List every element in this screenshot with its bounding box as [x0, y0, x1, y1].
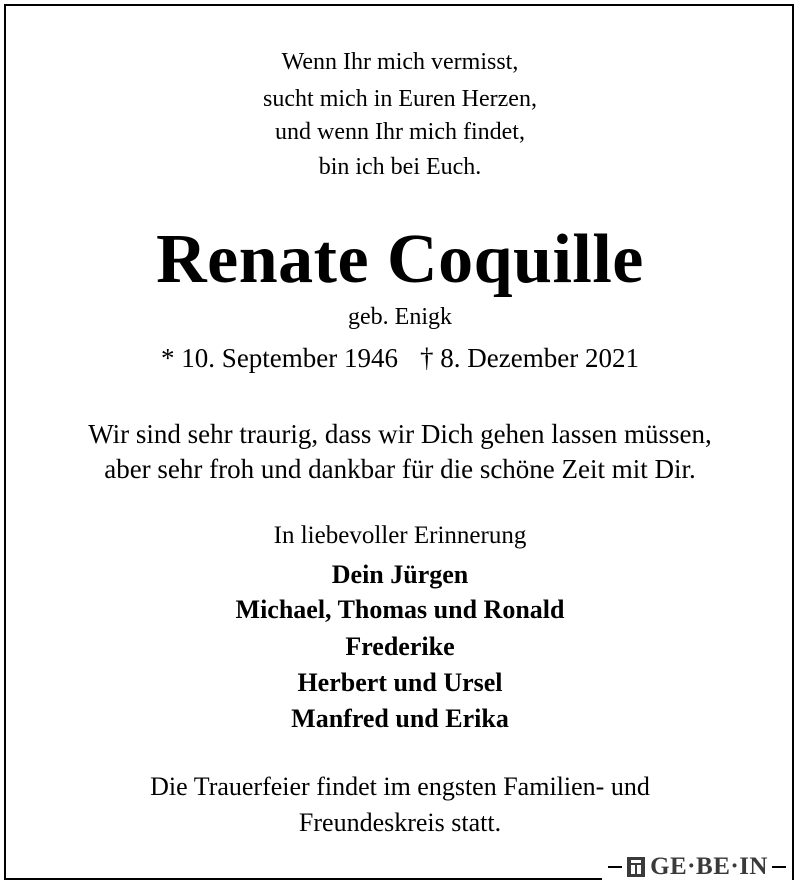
funeral-note-line-1: Die Trauerfeier findet im engsten Familien- und	[150, 772, 650, 801]
poem-line-3: und wenn Ihr mich findet,	[275, 119, 525, 145]
mourner-line-4: Herbert und Ursel	[297, 668, 503, 697]
mourner-line-3: Frederike	[345, 632, 455, 661]
birth-name: geb. Enigk	[348, 304, 452, 330]
message-line-2: aber sehr froh und dankbar für die schöne Zeit mit Dir.	[104, 454, 696, 484]
life-dates	[0, 343, 800, 374]
funeral-note-line-2: Freundeskreis statt.	[298, 808, 502, 837]
mourner-line-2: Michael, Thomas und Ronald	[235, 595, 565, 624]
poem-line-2: sucht mich in Euren Herzen,	[263, 86, 537, 112]
logo-text: GE·BE·IN	[650, 853, 768, 880]
death-date: † 8. Dezember 2021	[420, 343, 639, 373]
publisher-logo	[602, 852, 792, 882]
mourner-line-1: Dein Jürgen	[331, 560, 469, 589]
birth-date: * 10. September 1946	[161, 343, 399, 373]
logo-right-rule	[772, 866, 786, 868]
logo-left-rule	[608, 866, 622, 868]
logo-mark-icon	[626, 856, 646, 878]
message-line-1: Wir sind sehr traurig, dass wir Dich gehen lassen müssen,	[88, 419, 712, 449]
mourner-line-5: Manfred und Erika	[291, 704, 509, 733]
poem-line-4: bin ich bei Euch.	[318, 154, 482, 180]
deceased-name: Renate Coquille	[156, 221, 644, 298]
poem-line-1: Wenn Ihr mich vermisst,	[281, 49, 519, 75]
remembrance-intro: In liebevoller Erinnerung	[273, 522, 527, 549]
